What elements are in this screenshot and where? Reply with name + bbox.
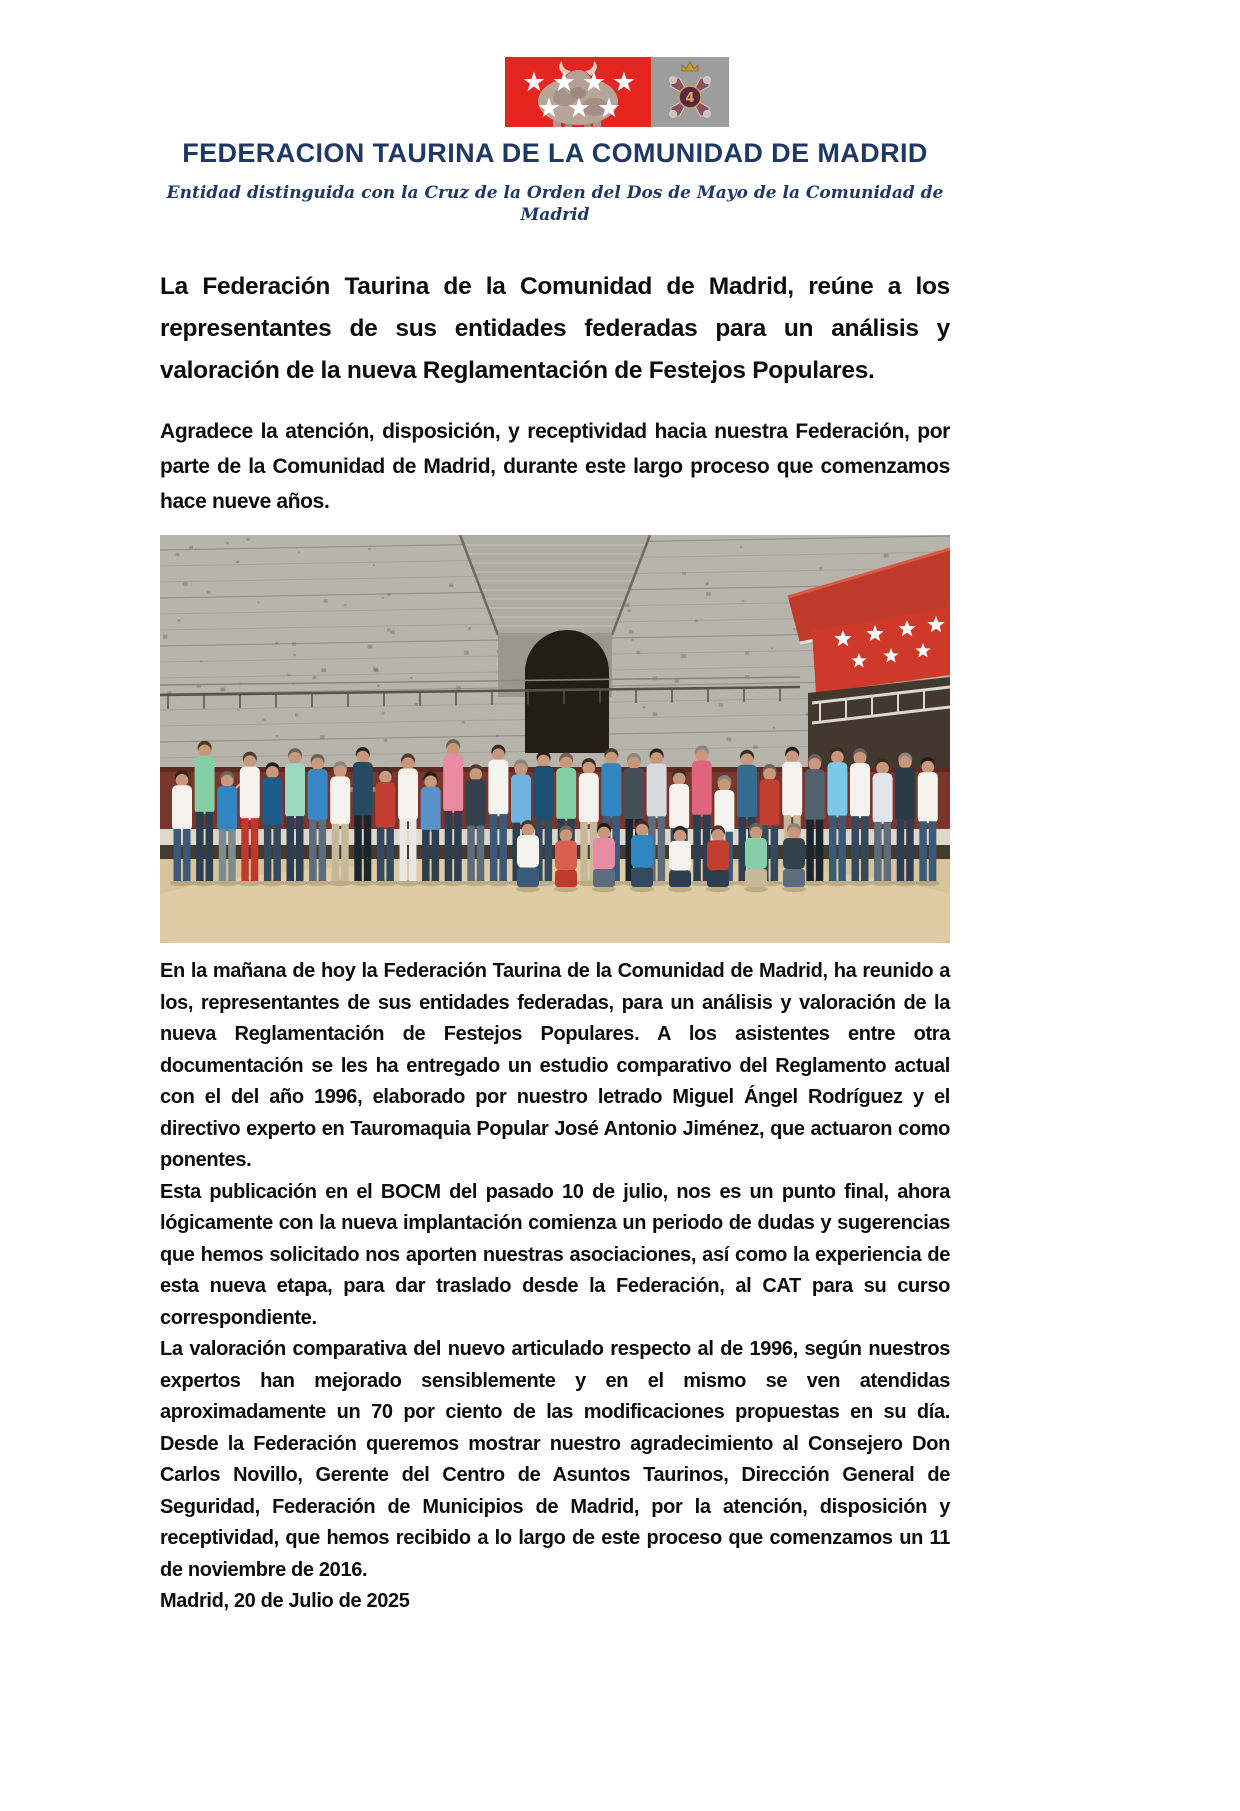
svg-text:★: ★ — [551, 67, 577, 98]
doc-header — [0, 57, 1240, 226]
federation-logo-art — [505, 57, 729, 127]
page-title: FEDERACION TAURINA DE LA COMUNIDAD DE MADRID — [182, 138, 928, 168]
lead-heading: La Federación Taurina de la Comunidad de Madrid, reúne a los representantes de sus entidades federadas para un análisis y valoración de la nueva Reglamentación de Festejos Populares. — [160, 273, 950, 384]
group-photo-bullring — [160, 535, 950, 943]
svg-text:4: 4 — [685, 91, 695, 106]
body-paragraph-2: Esta publicación en el BOCM del pasado 10 de julio, nos es un punto final, ahora lógicamente con la nueva implantación comienza un periodo de dudas y sugerencias que hemos solicitado nos aporten nuestras asociaciones, así como la experiencia de esta nueva etapa, para dar traslado desde la Federación, al CAT para su curso correspondiente. — [160, 1180, 950, 1329]
svg-text:★: ★ — [596, 93, 622, 124]
body-paragraph-3: La valoración comparativa del nuevo articulado respecto al de 1996, según nuestros expertos han mejorado sensiblemente y en el mismo se ven atendidas aproximadamente un 70 por ciento de las modificaciones propuestas en su día. Desde la Federación queremos mostrar nuestro agradecimiento al Consejero Don Carlos Novillo, Gerente del Centro de Asuntos Taurinos, Dirección General de Seguridad, Federación de Municipios de Madrid, por la atención, disposición y receptividad, que hemos recibido a lo largo de este proceso que comenzamos un 11 de noviembre de 2016. — [160, 1338, 950, 1581]
distinction-subtitle: Entidad distinguida con la Cruz de la Orden del Dos de Mayo de la Comunidad de Madrid — [166, 183, 944, 225]
svg-text:★: ★ — [566, 93, 592, 124]
lead-subheading: Agradece la atención, disposición, y receptividad hacia nuestra Federación, por parte de la Comunidad de Madrid, durante este largo proceso que comenzamos hace nueve años. — [160, 420, 950, 513]
article-body — [160, 956, 950, 1618]
svg-text:★: ★ — [521, 67, 547, 98]
group-photo-illustration — [160, 535, 950, 943]
medal-icon — [651, 57, 729, 127]
dateline: Madrid, 20 de Julio de 2025 — [160, 1590, 410, 1612]
body-paragraph-1: En la mañana de hoy la Federación Taurina de la Comunidad de Madrid, ha reunido a los, representantes de sus entidades federadas, para un análisis y valoración de la nueva Reglamentación de Festejos Populares. A los asistentes entre otra documentación se les ha entregado un estudio comparativo del Reglamento actual con el del año 1996, elaborado por nuestro letrado Miguel Ángel Rodríguez y el directivo experto en Tauromaquia Popular José Antonio Jiménez, que actuaron como ponentes. — [160, 960, 950, 1171]
federation-logo — [0, 57, 1240, 127]
svg-text:★: ★ — [536, 93, 562, 124]
madrid-flag-with-bull-icon — [505, 57, 651, 127]
svg-text:★: ★ — [611, 67, 637, 98]
document-page — [0, 57, 1240, 1811]
content-column — [160, 266, 950, 1618]
svg-text:★: ★ — [581, 67, 607, 98]
